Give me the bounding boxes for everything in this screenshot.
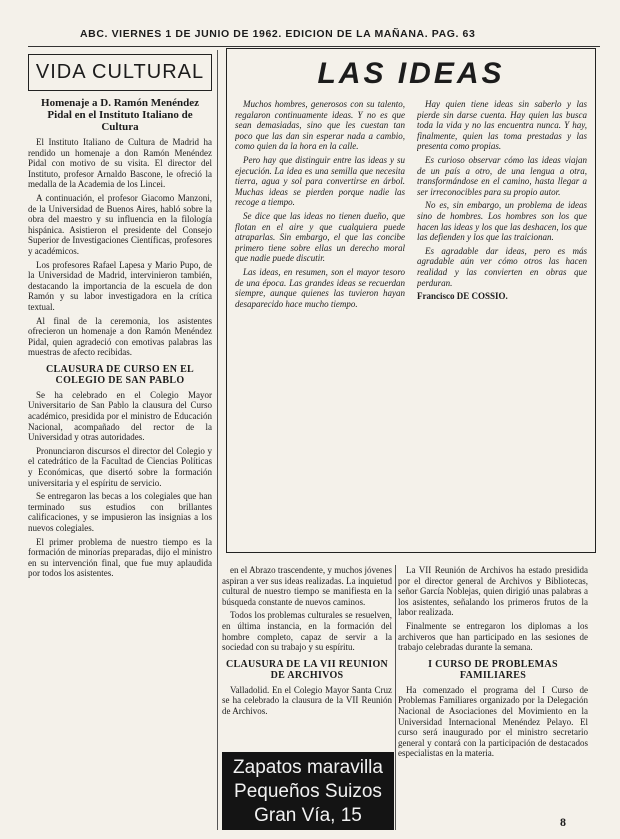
article-headline-homenaje: Homenaje a D. Ramón Menéndez Pidal en el Instituto Italiano de Cultura — [41, 97, 199, 133]
ideas-paragraph: Pero hay que distinguir entre las ideas y su ejecución. La idea es una semilla que necesita tierra, agua y sol para convertirse en árbol. Muchas ideas se pierden porque nadie las recoge a tiempo. — [235, 154, 405, 208]
article-paragraph: La VII Reunión de Archivos ha estado presidida por el director general de Archivos y Bibliotecas, señor García Noblejas, quien dirigió unas palabras a los asistentes, señalando los primeros frutos de la labor realizada. — [398, 565, 588, 618]
masthead: ABC. VIERNES 1 DE JUNIO DE 1962. EDICION DE LA MAÑANA. PAG. 63 — [80, 28, 476, 40]
article-paragraph: El Instituto Italiano de Cultura de Madrid ha rendido un homenaje a don Ramón Menéndez Pidal con motivo de su visita. El director del Instituto, profesor Arnaldo Bascone, le ofreció la medalla de la Academia de los Lincei. — [28, 137, 212, 190]
article-headline-problemas-familiares: I CURSO DE PROBLEMAS FAMILIARES — [428, 658, 558, 681]
ad-line-2: Pequeños Suizos — [234, 781, 382, 802]
article-paragraph: Pronunciaron discursos el director del Colegio y el catedrático de la Facultad de Ciencias Políticas y Económicas, que disertó sobre la formación universitaria y el espíritu de servicio. — [28, 445, 212, 488]
article-paragraph: A continuación, el profesor Giacomo Manzoni, de la Universidad de Buenos Aires, habló sobre la obra del maestro y su influencia en la filología hispánica. Asistieron el presidente del Consejo Superior de Investigaciones Científicas, profesores y académicos. — [28, 192, 212, 256]
article-paragraph: Se entregaron las becas a los colegiales que han terminado sus estudios con brillantes calificaciones, y se impusieron las insignias a los nuevos colegiales. — [28, 491, 212, 533]
article-paragraph: Al final de la ceremonia, los asistentes ofrecieron un homenaje a don Ramón Menéndez Pidal, quien agradeció con emotivas palabras las muestras de afecto recibidas. — [28, 315, 212, 358]
ideas-paragraph: No es, sin embargo, un problema de ideas sino de hombres. Los hombres son los que hacen las ideas y los que las deshacen, los que las defienden y los que las traicionan. — [417, 200, 587, 243]
ideas-paragraph: Se dice que las ideas no tienen dueño, que flotan en el aire y que cualquiera puede atraparlas. Sin embargo, el que las concibe primero tiene sobre ellas un derecho moral que nadie puede discutir. — [235, 210, 405, 264]
ad-line-3: Gran Vía, 15 — [254, 805, 362, 826]
middle-column — [222, 565, 392, 747]
ideas-paragraph: Muchos hombres, generosos con su talento, regalaron continuamente ideas. Y no es que sean demasiadas, sino que les cuestan tan poco que las dan sin esperar nada a cambio, como quien da la hora en la calle. — [235, 99, 405, 152]
article-headline-clausura-san-pablo: CLAUSURA DE CURSO EN EL COLEGIO DE SAN PABLO — [45, 363, 195, 386]
article-paragraph: Finalmente se entregaron los diplomas a los archiveros que han participado en las sesiones de trabajo celebradas durante la semana. — [398, 620, 588, 653]
column-rule — [217, 50, 218, 830]
article-paragraph: Todos los problemas culturales se resuelven, en última instancia, en la formación del hombre completo, capaz de servir a la sociedad con su trabajo y su espíritu. — [222, 610, 392, 653]
masthead-rule — [28, 46, 600, 47]
ideas-signature: Francisco DE COSSIO. — [417, 291, 508, 302]
article-paragraph: en el Abrazo trascendente, y muchos jóvenes aspiran a ver sus ideas realizadas. La inquietud cultural de nuestro tiempo se manifiesta en la búsqueda constante de nuevos caminos. — [222, 565, 392, 607]
article-paragraph: Los profesores Rafael Lapesa y Mario Pupo, de la Universidad de Madrid, intervinieron también, destacando la importancia de la escuela de don Ramón y su labor investigadora en la crítica textual. — [28, 259, 212, 312]
ideas-title: LAS IDEAS — [317, 57, 505, 90]
ideas-column-1 — [235, 99, 405, 547]
ideas-paragraph: Hay quien tiene ideas sin saberlo y las pierde sin darse cuenta. Hay quien las busca toda la vida y no las encuentra nunca. Y hay, finalmente, quien las toma prestadas y las presenta como propias. — [417, 99, 587, 152]
ideas-paragraph: Es agradable dar ideas, pero es más agradable aún ver cómo otros las hacen realidad y las convierten en obras que perduran. — [417, 245, 587, 288]
ideas-column-2 — [417, 99, 587, 547]
las-ideas-article — [226, 48, 596, 553]
section-title: VIDA CULTURAL — [28, 54, 212, 91]
left-column — [28, 50, 212, 825]
ideas-columns — [235, 99, 587, 547]
shoe-advertisement — [222, 752, 394, 830]
article-paragraph: Se ha celebrado en el Colegio Mayor Universitario de San Pablo la clausura del Curso académico, presidida por el ministro de Educación Nacional, acompañado del rector de la Universidad y otras autoridades. — [28, 389, 212, 443]
ad-line-1: Zapatos maravilla — [233, 757, 383, 778]
ideas-paragraph: Las ideas, en resumen, son el mayor tesoro de una época. Las grandes ideas se recuerdan siempre, aunque quienes las tuvieron hayan desaparecido hace mucho tiempo. — [235, 266, 405, 309]
column-rule — [395, 565, 396, 830]
ideas-paragraph: Es curioso observar cómo las ideas viajan de un país a otro, de una lengua a otra, transformándose en el camino, hasta llegar a ser irreconocibles para su propio autor. — [417, 154, 587, 197]
article-headline-archivos: CLAUSURA DE LA VII REUNION DE ARCHIVOS — [225, 658, 389, 681]
article-paragraph: El primer problema de nuestro tiempo es la formación de minorías preparadas, dijo el ministro en su intervención final, que fue muy aplaudida por todos los asistentes. — [28, 536, 212, 579]
article-paragraph: Ha comenzado el programa del I Curso de Problemas Familiares organizado por la Delegación Nacional de Asociaciones del Movimiento en la Universidad Internacional Menéndez Pelayo. El curso será inaugurado por el ministro secretario general y contará con la participación de destacados especialistas en la materia. — [398, 684, 588, 759]
article-paragraph: Valladolid. En el Colegio Mayor Santa Cruz se ha celebrado la clausura de la VII Reunión de Archivos. — [222, 684, 392, 716]
right-column — [398, 565, 588, 825]
page-marker: 8 — [560, 815, 566, 829]
